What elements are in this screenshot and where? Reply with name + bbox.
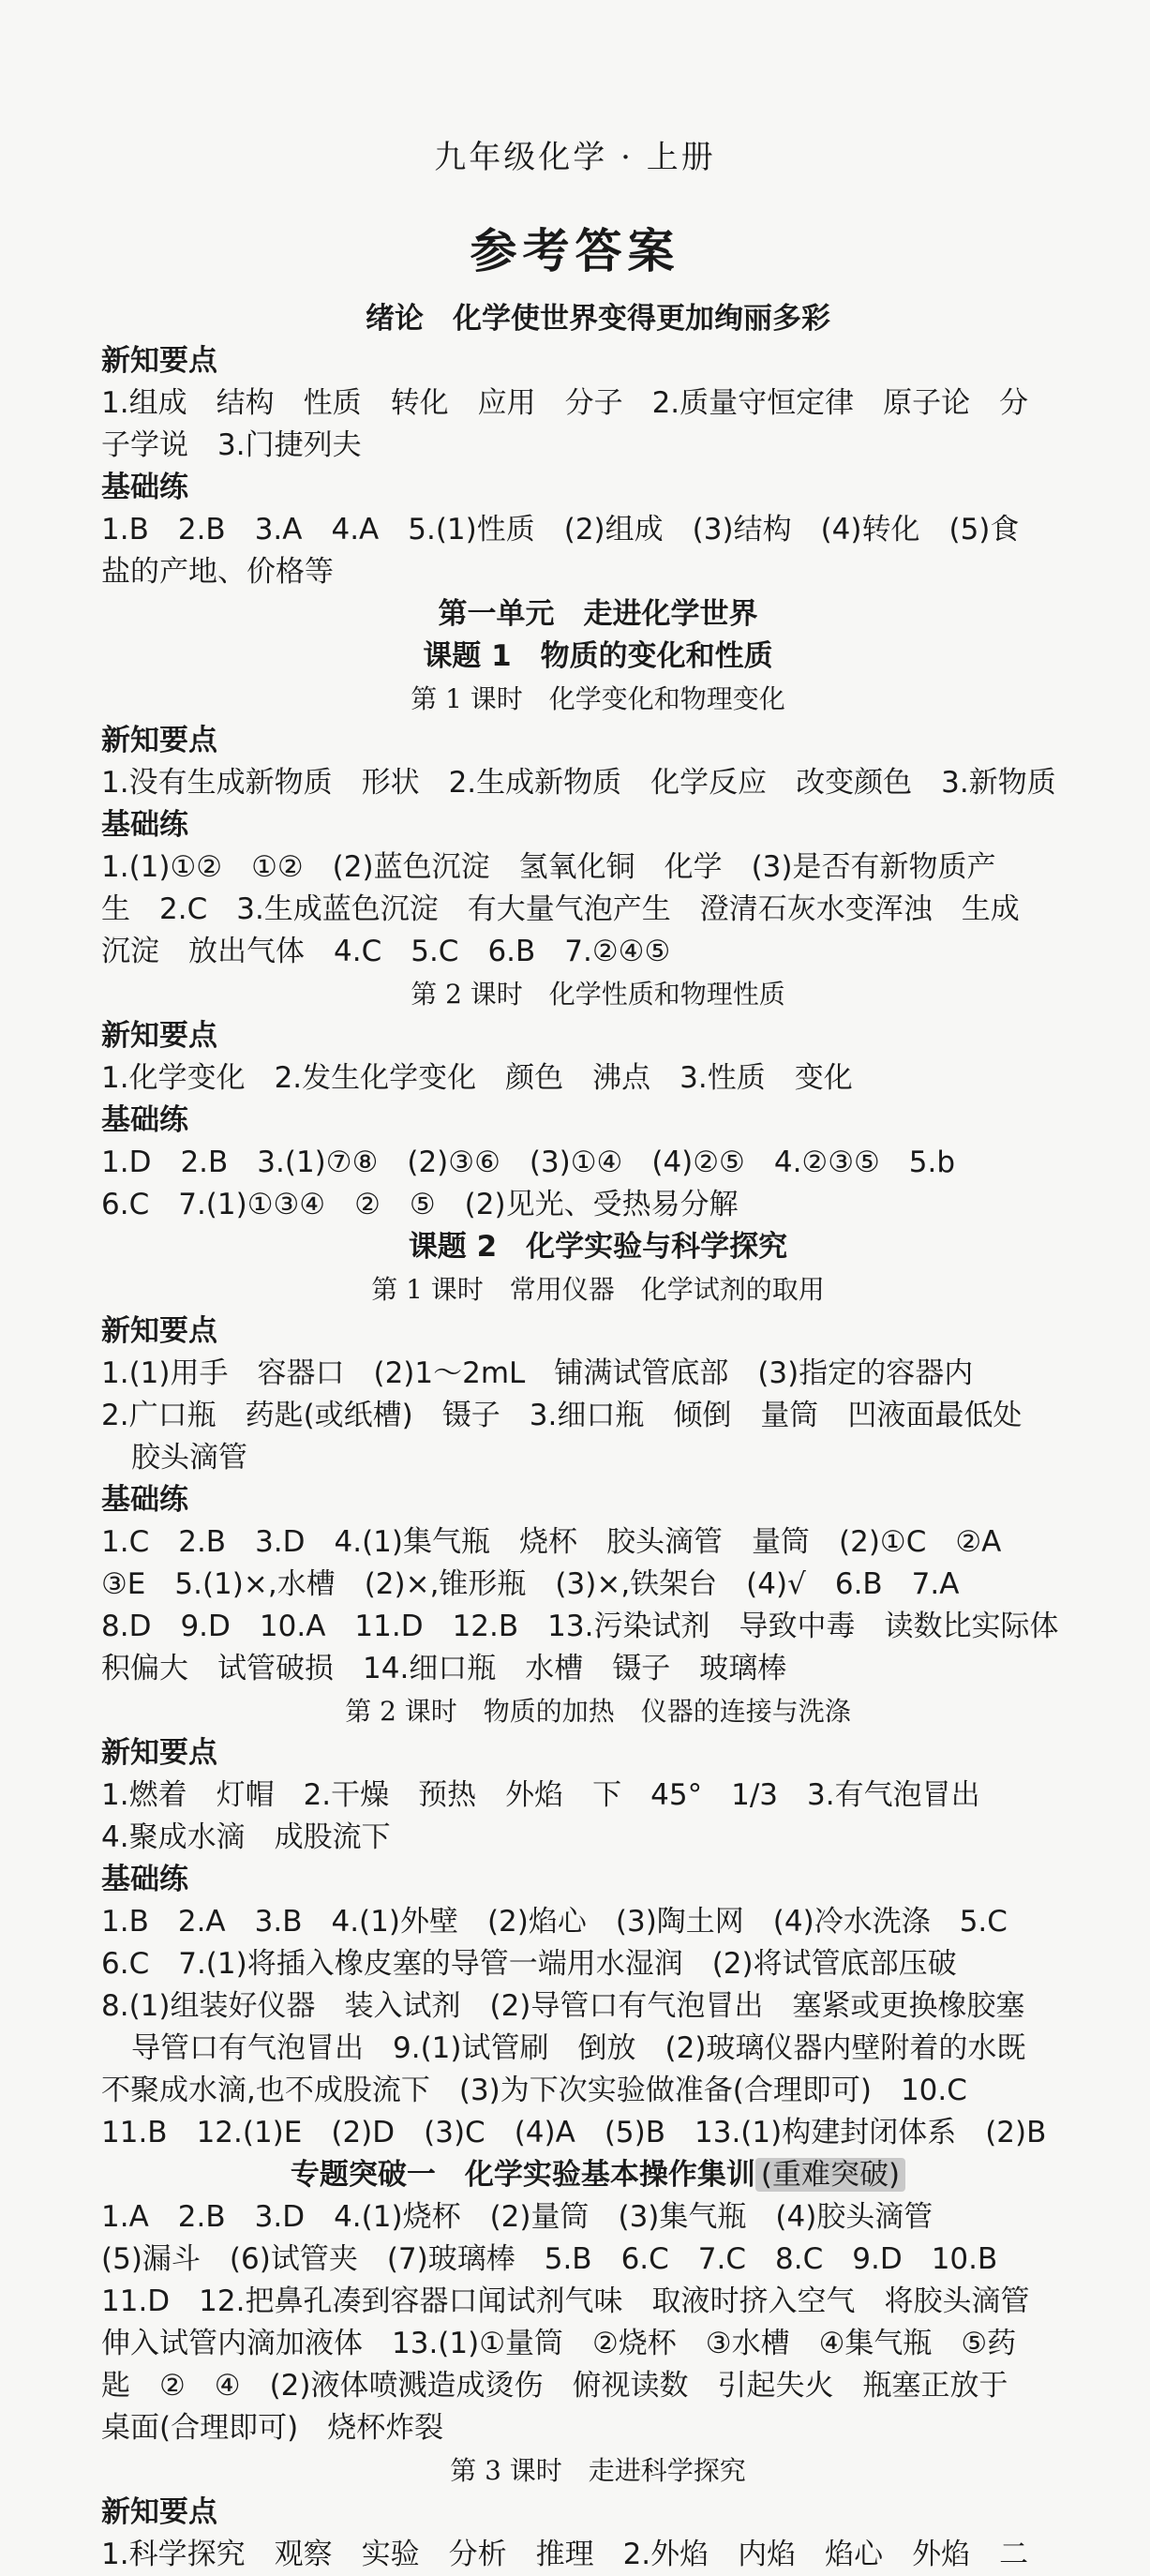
answer-line-text: 1.B 2.A 3.B 4.(1)外壁 (2)焰心 (3)陶土网 (4)冷水洗涤 5.C xyxy=(101,1905,1008,1939)
answer-line-text: 沉淀 放出气体 4.C 5.C 6.B 7.②④⑤ xyxy=(101,935,671,968)
difficulty-tag: (重难突破) xyxy=(755,2158,905,2192)
answer-line-text: 1.组成 结构 性质 转化 应用 分子 2.质量守恒定律 原子论 分 xyxy=(101,386,1029,420)
lesson-title xyxy=(101,678,1095,720)
page-header: 九年级化学 · 上册 xyxy=(434,139,716,176)
subsection-label-text: 新知要点 xyxy=(101,1019,217,1053)
answer-line xyxy=(101,846,1095,889)
lesson-title xyxy=(101,973,1095,1015)
answer-line xyxy=(101,1817,1095,1859)
subsection-label-text: 新知要点 xyxy=(101,1314,217,1348)
answer-line-text: 1.没有生成新物质 形状 2.生成新物质 化学反应 改变颜色 3.新物质 xyxy=(101,766,1056,800)
answer-line-text: 1.B 2.B 3.A 4.A 5.(1)性质 (2)组成 (3)结构 (4)转化 (5)食 xyxy=(101,513,1020,547)
answer-line xyxy=(101,2407,1095,2449)
answer-line xyxy=(101,1353,1095,1395)
lesson-title-text: 第 1 课时 常用仪器 化学试剂的取用 xyxy=(371,1274,825,1305)
section-title-text: 第一单元 走进化学世界 xyxy=(438,597,758,631)
answer-line-text: 2.广口瓶 药匙(或纸槽) 镊子 3.细口瓶 倾倒 量筒 凹液面最低处 xyxy=(101,1399,1023,1432)
answer-line-text: 6.C 7.(1)将插入橡皮塞的导管一端用水湿润 (2)将试管底部压破 xyxy=(101,1947,957,1981)
answer-line xyxy=(101,425,1095,467)
lesson-title-text: 第 2 课时 化学性质和物理性质 xyxy=(411,979,785,1010)
section-title xyxy=(101,298,1095,340)
section-title xyxy=(101,2154,1095,2196)
subsection-label-text: 新知要点 xyxy=(101,344,217,378)
answer-line xyxy=(101,889,1095,931)
answer-line-text: 1.(1)①② ①② (2)蓝色沉淀 氢氧化铜 化学 (3)是否有新物质产 xyxy=(101,850,996,884)
answer-line-text: 1.(1)用手 容器口 (2)1～2mL 铺满试管底部 (3)指定的容器内 xyxy=(101,1356,974,1390)
answer-line xyxy=(101,2365,1095,2407)
answer-line xyxy=(101,1985,1095,2028)
answer-line-text: 11.D 12.把鼻孔凑到容器口闻试剂气味 取液时挤入空气 将胶头滴管 xyxy=(101,2284,1030,2318)
answer-line-text: 4.聚成水滴 成股流下 xyxy=(101,1820,391,1854)
answer-line-text: 匙 ② ④ (2)液体喷溅造成烫伤 俯视读数 引起失火 瓶塞正放于 xyxy=(101,2369,1008,2403)
lesson-title-text: 第 1 课时 化学变化和物理变化 xyxy=(411,683,785,714)
subsection-label-text: 基础练 xyxy=(101,471,188,504)
subsection-label-text: 基础练 xyxy=(101,1483,188,1517)
answer-line xyxy=(101,1057,1095,1100)
subsection-label xyxy=(101,1310,1095,1353)
answer-line-text: 1.燃着 灯帽 2.干燥 预热 外焰 下 45° 1/3 3.有气泡冒出 xyxy=(101,1778,980,1812)
subsection-label-text: 基础练 xyxy=(101,1863,188,1896)
answer-line xyxy=(101,382,1095,425)
subsection-label xyxy=(101,1479,1095,1521)
answer-line xyxy=(101,1606,1095,1648)
lesson-title-text: 第 2 课时 物质的加热 仪器的连接与洗涤 xyxy=(345,1696,851,1727)
section-title xyxy=(101,593,1095,636)
answer-line xyxy=(101,1395,1095,1437)
answer-line xyxy=(101,1564,1095,1606)
answer-line xyxy=(101,1648,1095,1690)
answer-line xyxy=(101,1943,1095,1985)
subsection-label-text: 基础练 xyxy=(101,1103,188,1137)
answer-line xyxy=(101,2534,1095,2576)
subsection-label xyxy=(101,804,1095,846)
answer-line xyxy=(101,2281,1095,2323)
answer-line-text: 桌面(合理即可) 烧杯炸裂 xyxy=(101,2411,444,2445)
answer-content xyxy=(101,298,1095,2576)
answer-line xyxy=(101,2196,1095,2239)
section-title-text: 绪论 化学使世界变得更加绚丽多彩 xyxy=(366,302,830,336)
answer-line-text: 伸入试管内滴加液体 13.(1)①量筒 ②烧杯 ③水槽 ④集气瓶 ⑤药 xyxy=(101,2327,1017,2360)
answer-line-text: 8.D 9.D 10.A 11.D 12.B 13.污染试剂 导致中毒 读数比实际体 xyxy=(101,1610,1059,1643)
answer-line-text: 1.A 2.B 3.D 4.(1)烧杯 (2)量筒 (3)集气瓶 (4)胶头滴管 xyxy=(101,2200,933,2234)
page-title: 参考答案 xyxy=(470,224,680,278)
lesson-title-text: 第 3 课时 走进科学探究 xyxy=(450,2455,746,2486)
answer-line xyxy=(101,762,1095,804)
subsection-label xyxy=(101,1732,1095,1775)
answer-line xyxy=(101,931,1095,973)
section-title xyxy=(101,1226,1095,1268)
answer-line-text: 胶头滴管 xyxy=(131,1441,247,1475)
answer-line-text: 子学说 3.门捷列夫 xyxy=(101,428,362,462)
lesson-title xyxy=(101,2449,1095,2492)
subsection-label xyxy=(101,1859,1095,1901)
answer-line-text: 盐的产地、价格等 xyxy=(101,555,334,589)
answer-line-text: 生 2.C 3.生成蓝色沉淀 有大量气泡产生 澄清石灰水变浑浊 生成 xyxy=(101,892,1020,926)
subsection-label xyxy=(101,340,1095,382)
answer-line-text: 6.C 7.(1)①③④ ② ⑤ (2)见光、受热易分解 xyxy=(101,1188,739,1221)
subsection-label xyxy=(101,467,1095,509)
answer-line xyxy=(101,2323,1095,2365)
answer-line xyxy=(101,1184,1095,1226)
section-title-text: 课题 2 化学实验与科学探究 xyxy=(408,1230,788,1264)
answer-line-text: 1.C 2.B 3.D 4.(1)集气瓶 烧杯 胶头滴管 量筒 (2)①C ②A xyxy=(101,1525,1002,1559)
answer-line-text: 1.D 2.B 3.(1)⑦⑧ (2)③⑥ (3)①④ (4)②⑤ 4.②③⑤ 5.b xyxy=(101,1146,956,1179)
answer-line-text: 1.科学探究 观察 实验 分析 推理 2.外焰 内焰 焰心 外焰 二 xyxy=(101,2538,1029,2571)
subsection-label-text: 新知要点 xyxy=(101,2495,217,2529)
answer-line xyxy=(101,2112,1095,2154)
answer-line xyxy=(101,2028,1095,2070)
answer-line-text: 8.(1)组装好仪器 装入试剂 (2)导管口有气泡冒出 塞紧或更换橡胶塞 xyxy=(101,1989,1025,2023)
answer-line xyxy=(101,509,1095,551)
section-title-text: 课题 1 物质的变化和性质 xyxy=(423,639,773,673)
subsection-label-text: 基础练 xyxy=(101,808,188,842)
answer-line xyxy=(101,1142,1095,1184)
answer-line xyxy=(101,1775,1095,1817)
answer-line-text: ③E 5.(1)×,水槽 (2)×,锥形瓶 (3)×,铁架台 (4)√ 6.B 7.A xyxy=(101,1567,960,1601)
section-title xyxy=(101,636,1095,678)
subsection-label-text: 新知要点 xyxy=(101,1736,217,1770)
subsection-label xyxy=(101,2492,1095,2534)
subsection-label xyxy=(101,1015,1095,1057)
answer-line xyxy=(101,1901,1095,1943)
answer-line xyxy=(101,2070,1095,2112)
answer-line xyxy=(101,2239,1095,2281)
subsection-label-text: 新知要点 xyxy=(101,724,217,757)
lesson-title xyxy=(101,1268,1095,1310)
lesson-title xyxy=(101,1690,1095,1732)
answer-line-text: 导管口有气泡冒出 9.(1)试管刷 倒放 (2)玻璃仪器内壁附着的水既 xyxy=(131,2031,1026,2065)
answer-line-text: (5)漏斗 (6)试管夹 (7)玻璃棒 5.B 6.C 7.C 8.C 9.D 10.B xyxy=(101,2242,998,2276)
answer-line-text: 积偏大 试管破损 14.细口瓶 水槽 镊子 玻璃棒 xyxy=(101,1652,787,1685)
answer-line xyxy=(101,551,1095,593)
answer-line xyxy=(101,1437,1095,1479)
answer-line-text: 1.化学变化 2.发生化学变化 颜色 沸点 3.性质 变化 xyxy=(101,1061,853,1095)
answer-line-text: 不聚成水滴,也不成股流下 (3)为下次实验做准备(合理即可) 10.C xyxy=(101,2074,967,2107)
subsection-label xyxy=(101,1100,1095,1142)
answer-line-text: 11.B 12.(1)E (2)D (3)C (4)A (5)B 13.(1)构建封闭体系 (2)B xyxy=(101,2116,1047,2149)
answer-line xyxy=(101,1521,1095,1564)
subsection-label xyxy=(101,720,1095,762)
section-title-text: 专题突破一 化学实验基本操作集训 xyxy=(290,2158,755,2192)
